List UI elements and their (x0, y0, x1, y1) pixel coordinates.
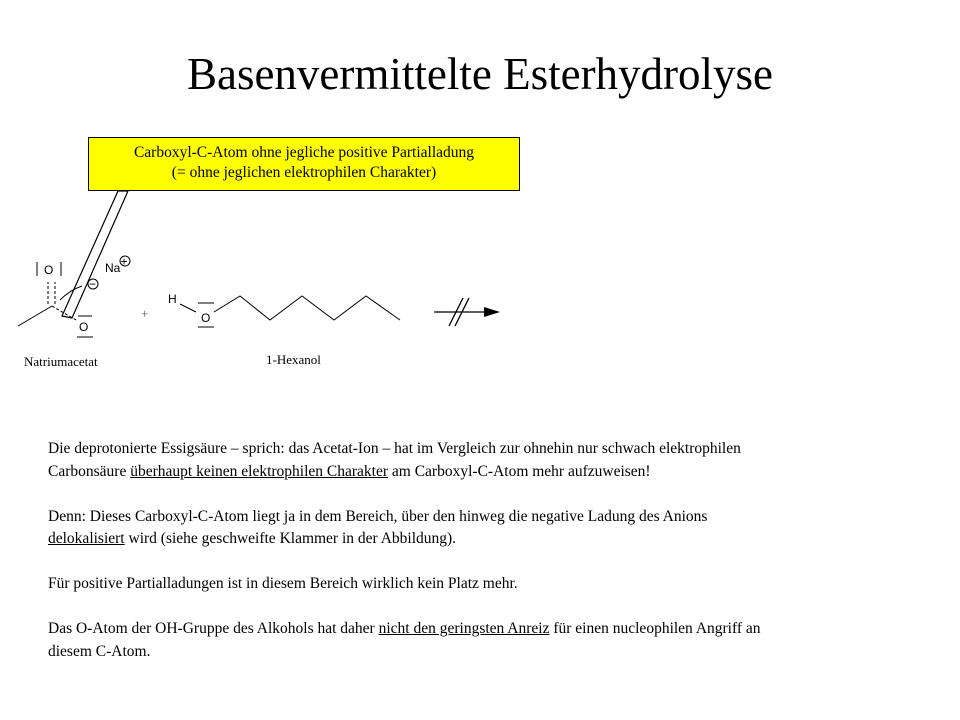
slide-title: Basenvermittelte Esterhydrolyse (186, 49, 774, 99)
explanation-text (48, 438, 928, 663)
plus-sign: + (141, 306, 149, 321)
p1-line-b-pre: Carbonsäure (48, 462, 131, 480)
methyl-bond (18, 306, 52, 326)
callout-line-2: (= ohne jeglichen elektrophilen Charakter) (171, 164, 437, 181)
plus-charge: + (120, 254, 128, 269)
paragraph-3: Für positive Partialladungen ist in diesem Bereich wirklich kein Platz mehr. (48, 575, 518, 592)
no-reaction-arrow (434, 298, 500, 326)
atom-h: H (168, 292, 177, 306)
hexanol-structure (180, 296, 400, 327)
p4-line-a-pre: Das O-Atom der OH-Gruppe des Alkohols hat daher (48, 620, 379, 637)
p2-underlined: delokalisiert (48, 530, 125, 547)
sodium-label: Na (105, 261, 121, 275)
p2-line-a: Denn: Dieses Carboxyl-C-Atom liegt ja in dem Bereich, über den hinweg die negative Ladung des Anions (48, 507, 708, 525)
h-o-bond (180, 304, 196, 312)
p4-underlined: nicht den geringsten Anreiz (378, 620, 550, 637)
p1-underlined: überhaupt keinen elektrophilen Charakter (130, 462, 389, 480)
callout-pointer (62, 191, 128, 318)
reactant1-name: Natriumacetat (24, 354, 98, 369)
paragraph-2 (48, 506, 928, 551)
p4-line-b: diesem C-Atom. (48, 642, 151, 660)
p4-line-a-post: für einen nucleophilen Angriff an (549, 620, 761, 637)
paragraph-4 (48, 618, 928, 663)
atom-o-hexanol: O (201, 311, 211, 325)
callout-box (88, 137, 520, 191)
atom-o-top: O (44, 263, 54, 277)
p1-line-a: Die deprotonierte Essigsäure – sprich: das Acetat-Ion – hat im Vergleich zur ohnehin nur schwach elektrophilen (48, 440, 741, 457)
p1-line-b-post: am Carboxyl-C-Atom mehr aufzuweisen! (388, 462, 651, 480)
atom-o-bottom: O (79, 320, 89, 334)
paragraph-1 (48, 438, 928, 483)
callout-line-1: Carboxyl-C-Atom ohne jegliche positive Partialladung (133, 144, 475, 161)
carbon-chain (214, 296, 400, 320)
reactant2-name: 1-Hexanol (266, 352, 321, 367)
minus-charge: − (89, 277, 97, 291)
p2-line-b-post: wird (siehe geschweifte Klammer in der Abbildung). (124, 530, 457, 547)
